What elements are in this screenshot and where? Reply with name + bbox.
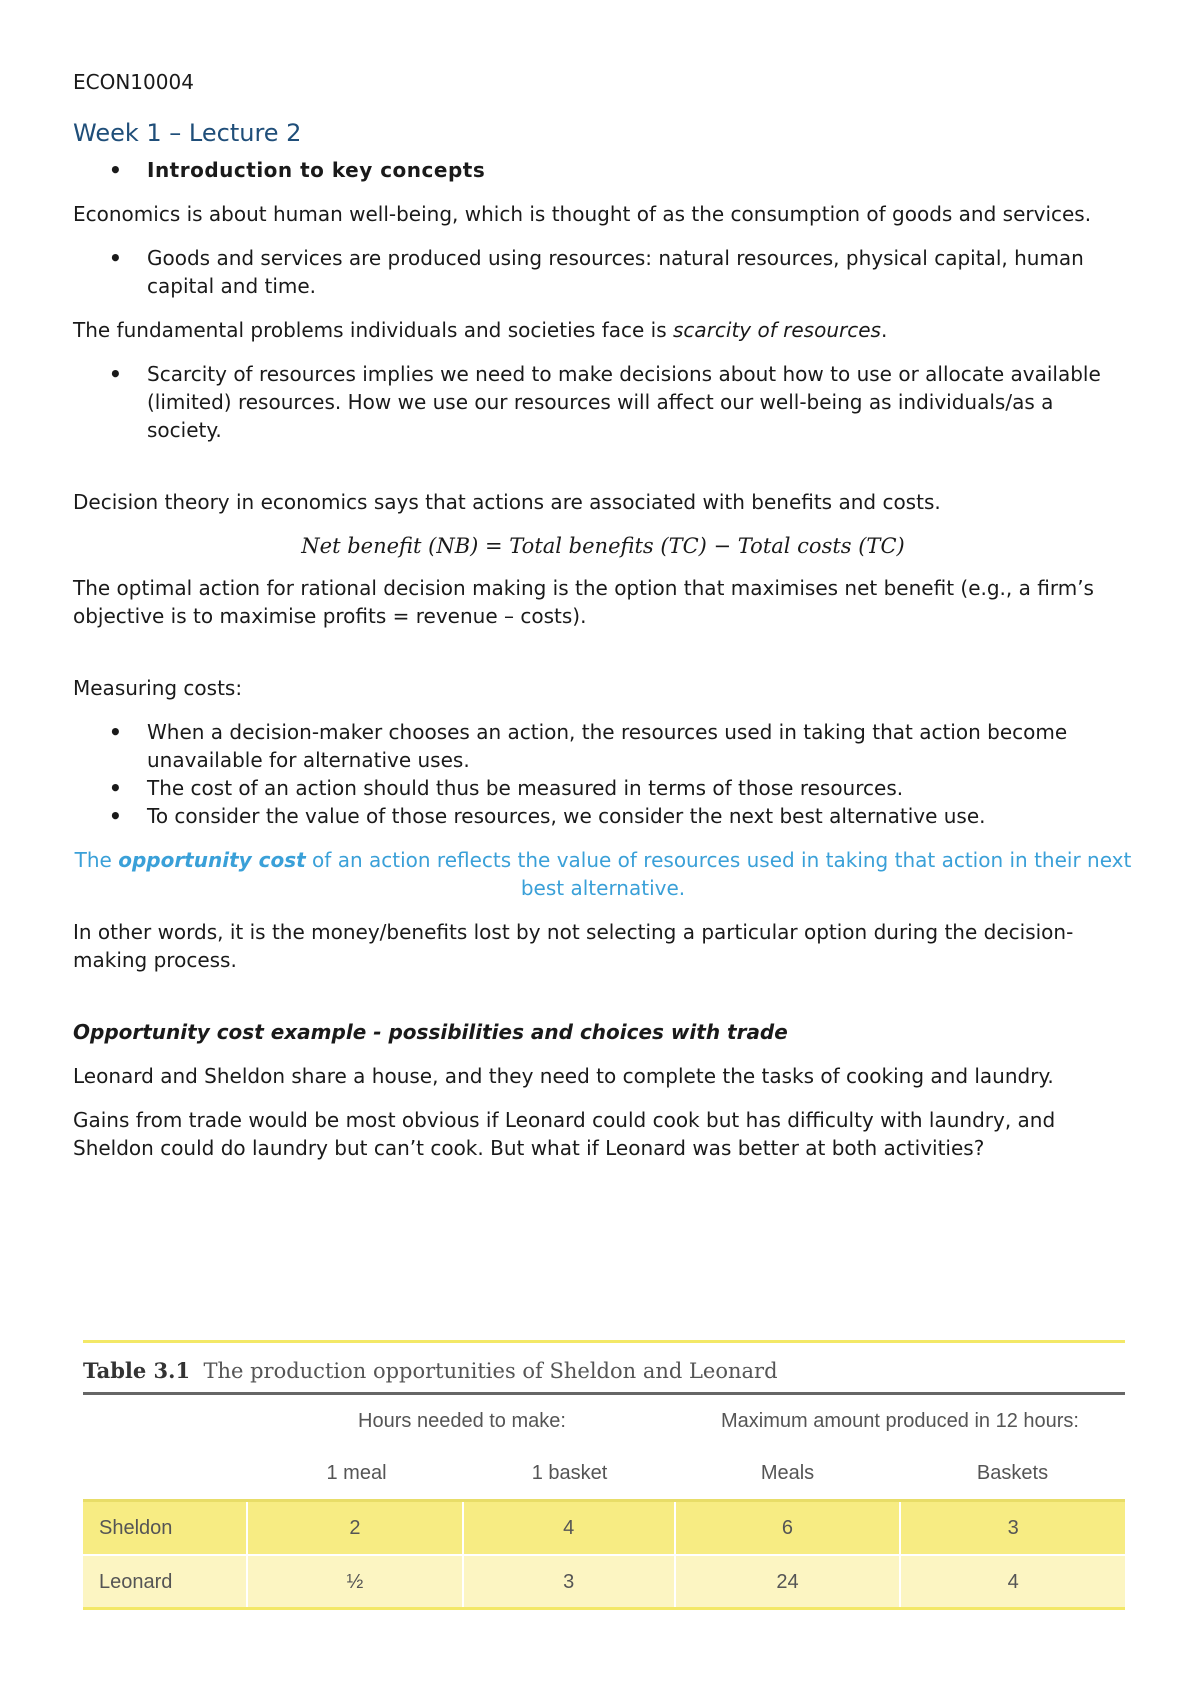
resources-bullet: • Goods and services are produced using resources: natural resources, physical capital, human capital and time. [73, 244, 1133, 300]
table-row [83, 1554, 1125, 1608]
col-1-basket: 1 basket [531, 1461, 608, 1484]
measuring-bullet: • To consider the value of those resources, we consider the next best alternative use. [73, 802, 1133, 830]
callout-suffix: of an action reflects the value of resources used in taking that action in their next best alternative. [305, 848, 1132, 900]
table-row [83, 1499, 1125, 1554]
lecture-heading: Week 1 – Lecture 2 [73, 119, 302, 147]
measuring-bullet: • When a decision-maker chooses an action, the resources used in taking that action become unavailable for alternative uses. [73, 718, 1133, 774]
course-code: ECON10004 [73, 70, 194, 94]
scarcity-bullet: • Scarcity of resources implies we need to make decisions about how to use or allocate available (limited) resources. How we use our resources will affect our well-being as individuals/as a society. [73, 360, 1133, 444]
net-benefit-formula: Net benefit (NB) = Total benefits (TC) − Total costs (TC) [301, 534, 905, 558]
paragraph-gains: Gains from trade would be most obvious if Leonard could cook but has difficulty with laundry, and Sheldon could do laundry but can’t cook. But what if Leonard was better at both activities? [73, 1108, 1056, 1160]
production-table [83, 1395, 1125, 1608]
intro-list [73, 156, 1133, 184]
scarcity-suffix: . [880, 318, 888, 342]
table-top-rule [83, 1340, 1125, 1343]
paragraph-decision-theory: Decision theory in economics says that actions are associated with benefits and costs. [73, 490, 941, 514]
cell-max-baskets: 3 [1007, 1517, 1019, 1539]
cell-max-meals: 24 [676, 1556, 902, 1608]
col-baskets: Baskets [976, 1461, 1049, 1484]
cell-max-baskets: 4 [1007, 1571, 1019, 1593]
paragraph-scarcity [73, 316, 1133, 344]
table-group-header [83, 1395, 1125, 1447]
table-caption [83, 1346, 1125, 1395]
paragraph-optimal-action: The optimal action for rational decision making is the option that maximises net benefit (e.g., a firm’s objective is to maximise profits = revenue – costs). [73, 576, 1094, 628]
cell-basket-hours: 4 [464, 1502, 676, 1554]
callout-emphasis: opportunity cost [118, 848, 306, 872]
paragraph-economics: Economics is about human well-being, which is thought of as the consumption of goods and services. [73, 202, 1092, 226]
cell-max-meals: 6 [676, 1502, 902, 1554]
cell-meal-hours: 2 [248, 1502, 464, 1554]
measuring-costs-list [73, 718, 1133, 830]
row-name: Leonard [83, 1556, 248, 1608]
scarcity-prefix: The fundamental problems individuals and societies face is [73, 318, 674, 342]
cell-meal-hours: ½ [248, 1556, 464, 1608]
example-heading: Opportunity cost example - possibilities and choices with trade [73, 1020, 788, 1044]
table-caption-label: Table 3.1 [83, 1358, 191, 1383]
opportunity-cost-definition [73, 846, 1133, 902]
scarcity-list [73, 360, 1133, 444]
measuring-costs-label: Measuring costs: [73, 676, 243, 700]
group-max-produced: Maximum amount produced in 12 hours: [721, 1409, 1079, 1432]
document-page [73, 68, 1133, 1178]
paragraph-house: Leonard and Sheldon share a house, and they need to complete the tasks of cooking and laundry. [73, 1064, 1054, 1088]
group-hours-needed: Hours needed to make: [358, 1409, 566, 1432]
table-column-header [83, 1447, 1125, 1499]
scarcity-emphasis: scarcity of resources [673, 318, 881, 342]
table-caption-text: The production opportunities of Sheldon and Leonard [203, 1359, 778, 1383]
row-name: Sheldon [83, 1502, 248, 1554]
cell-basket-hours: 3 [464, 1556, 676, 1608]
callout-prefix: The [74, 848, 119, 872]
col-meals: Meals [760, 1461, 815, 1484]
table-bottom-rule [83, 1607, 1125, 1610]
paragraph-in-other-words: In other words, it is the money/benefits lost by not selecting a particular option during the decision-making process. [73, 920, 1074, 972]
measuring-bullet: • The cost of an action should thus be measured in terms of those resources. [73, 774, 1133, 802]
intro-bullet: • Introduction to key concepts [73, 156, 1133, 184]
col-1-meal: 1 meal [326, 1461, 387, 1484]
resources-list [73, 244, 1133, 300]
